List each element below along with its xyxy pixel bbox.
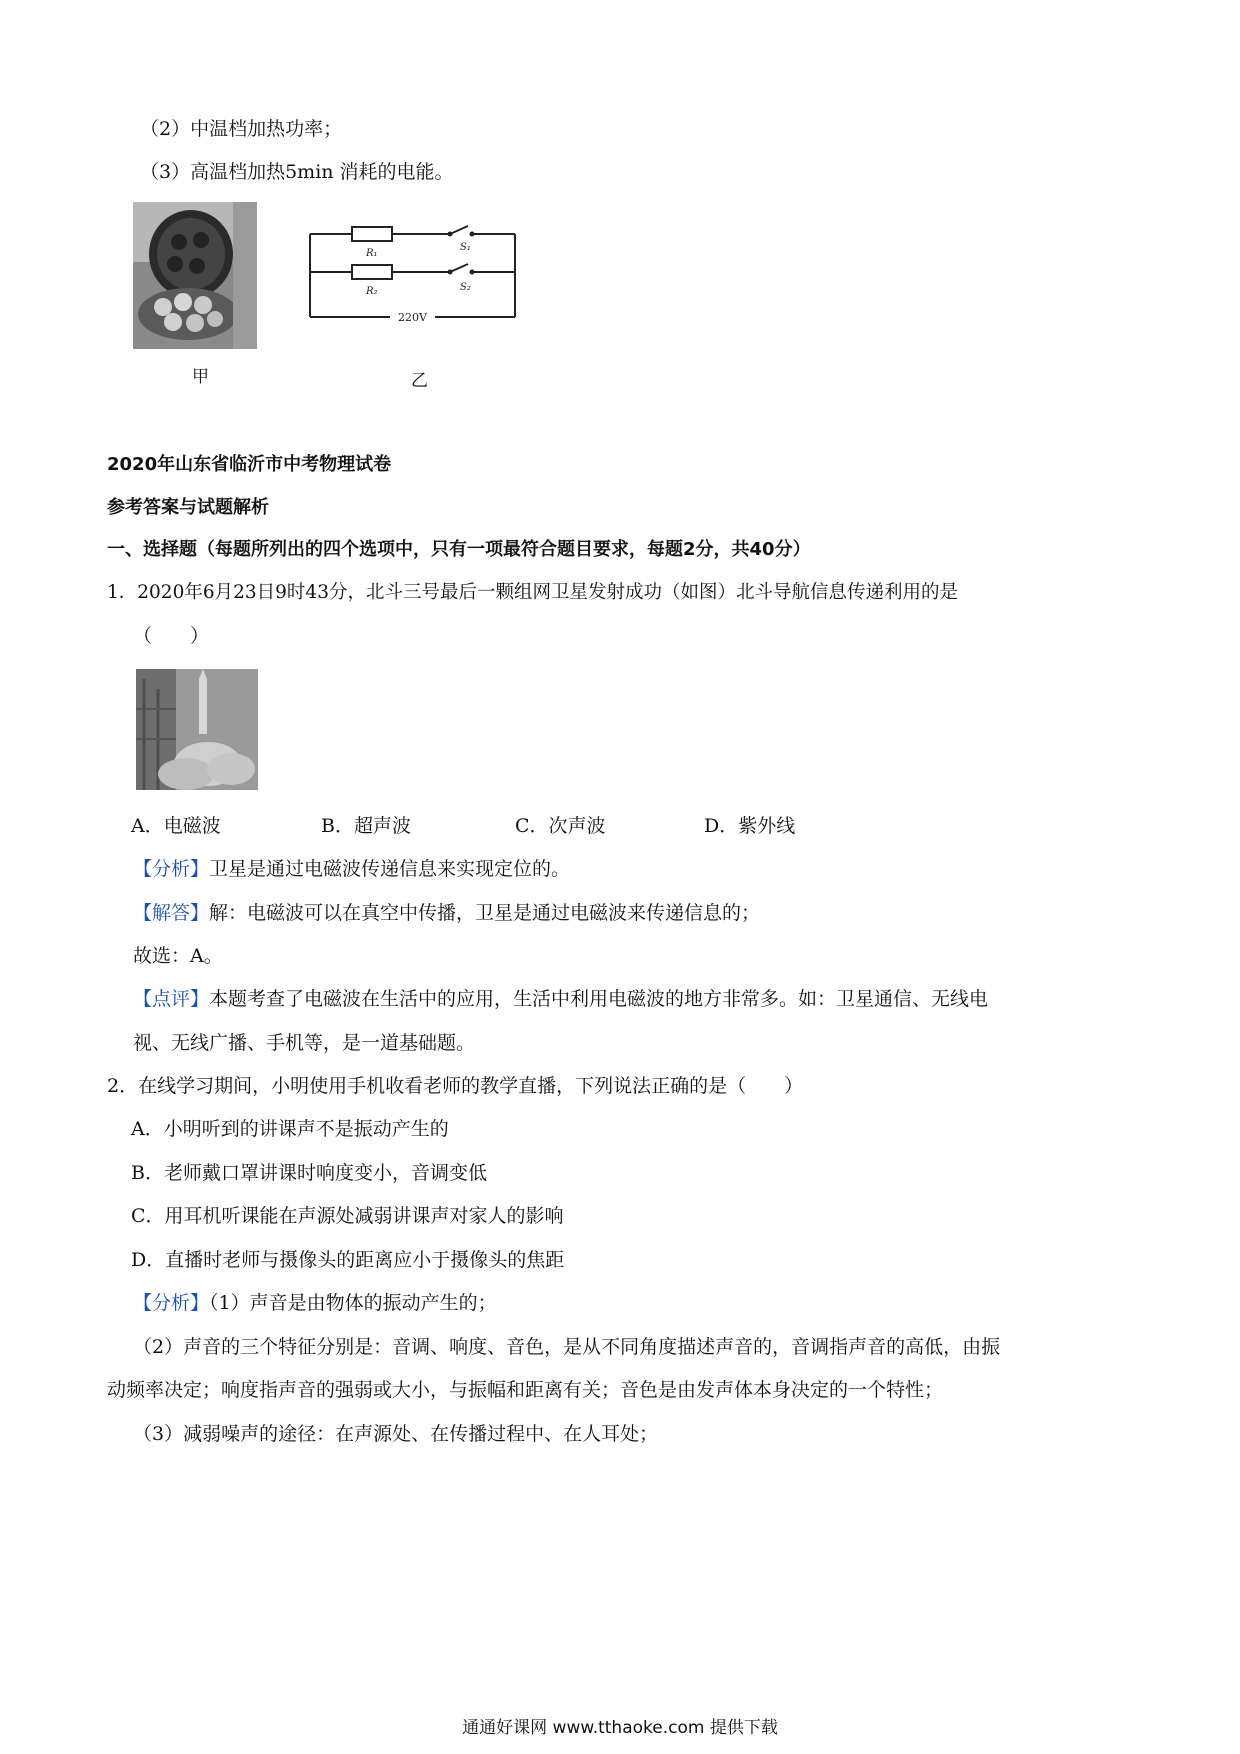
q1-option-d: D．紫外线: [704, 815, 796, 837]
q2-option-b: B．老师戴口罩讲课时响度变小，音调变低: [131, 1162, 487, 1184]
q2-option-d: D．直播时老师与摄像头的距离应小于摄像头的焦距: [131, 1249, 565, 1271]
q1-option-c: C．次声波: [515, 815, 606, 837]
figure-label-jia: 甲: [192, 367, 209, 387]
analysis-tag: 【分析】: [133, 858, 210, 880]
q1-paren: （ ）: [133, 625, 210, 647]
section-heading: 一、选择题（每题所列出的四个选项中，只有一项最符合题目要求，每题2分，共40分）: [107, 539, 811, 560]
label-r1: R₁: [366, 248, 378, 259]
comment-text: 本题考查了电磁波在生活中的应用，生活中利用电磁波的地方非常多。如：卫星通信、无线电: [209, 988, 989, 1010]
q2-analysis-2a: （2）声音的三个特征分别是：音调、响度、音色，是从不同角度描述声音的，音调指声音的高低，由振: [133, 1336, 1001, 1358]
page-footer: 通通好课网 www.tthaoke.com 提供下载: [462, 1718, 778, 1738]
q2-analysis-3: （3）减弱噪声的途径：在声源处、在传播过程中、在人耳处；: [133, 1423, 659, 1445]
q2-option-a: A．小明听到的讲课声不是振动产生的: [131, 1118, 449, 1140]
q1-analysis: [133, 857, 570, 881]
q1-comment-cont: 视、无线广播、手机等，是一道基础题。: [133, 1032, 476, 1054]
comment-tag: 【点评】: [133, 988, 210, 1010]
circuit-diagram: [300, 222, 525, 332]
label-s2: S₂: [460, 282, 471, 293]
q1-answer: [133, 901, 760, 925]
q2-analysis: [133, 1291, 497, 1315]
q2-analysis-2b: 动频率决定；响度指声音的强弱或大小，与振幅和距离有关；音色是由发声体本身决定的一个特性；: [107, 1379, 944, 1401]
label-r2: R₂: [366, 286, 378, 297]
q2-analysis-tag: 【分析】: [133, 1292, 210, 1314]
sub-question-2: （2）中温档加热功率；: [140, 118, 343, 140]
q2-stem: 2．在线学习期间，小明使用手机收看老师的教学直播，下列说法正确的是（ ）: [107, 1075, 804, 1097]
answer-text: 解：电磁波可以在真空中传播，卫星是通过电磁波来传递信息的；: [209, 902, 761, 924]
paper-title: 2020年山东省临沂市中考物理试卷: [107, 454, 392, 475]
q1-choice: 故选：A。: [133, 945, 223, 967]
q2-option-c: C．用耳机听课能在声源处减弱讲课声对家人的影响: [131, 1205, 564, 1227]
sub-question-3: （3）高温档加热5min 消耗的电能。: [140, 161, 454, 183]
q2-analysis-text-1: （1）声音是由物体的振动产生的；: [209, 1292, 497, 1314]
analysis-text: 卫星是通过电磁波传递信息来实现定位的。: [209, 858, 571, 880]
q1-comment: [133, 987, 988, 1011]
label-s1: S₁: [460, 242, 471, 253]
heater-photo: [133, 202, 257, 349]
q1-stem: 1．2020年6月23日9时43分，北斗三号最后一颗组网卫星发射成功（如图）北斗导航信息传递利用的是: [107, 582, 958, 603]
paper-subtitle: 参考答案与试题解析: [107, 497, 269, 518]
label-voltage: 220V: [398, 311, 427, 324]
answer-tag: 【解答】: [133, 902, 210, 924]
satellite-launch-drawing: [136, 669, 258, 790]
q1-option-a: A．电磁波: [131, 815, 221, 837]
heater-photo-drawing: [133, 202, 257, 349]
figure-label-yi: 乙: [411, 371, 428, 391]
satellite-launch-photo: [136, 669, 258, 790]
q1-option-b: B．超声波: [321, 815, 411, 837]
